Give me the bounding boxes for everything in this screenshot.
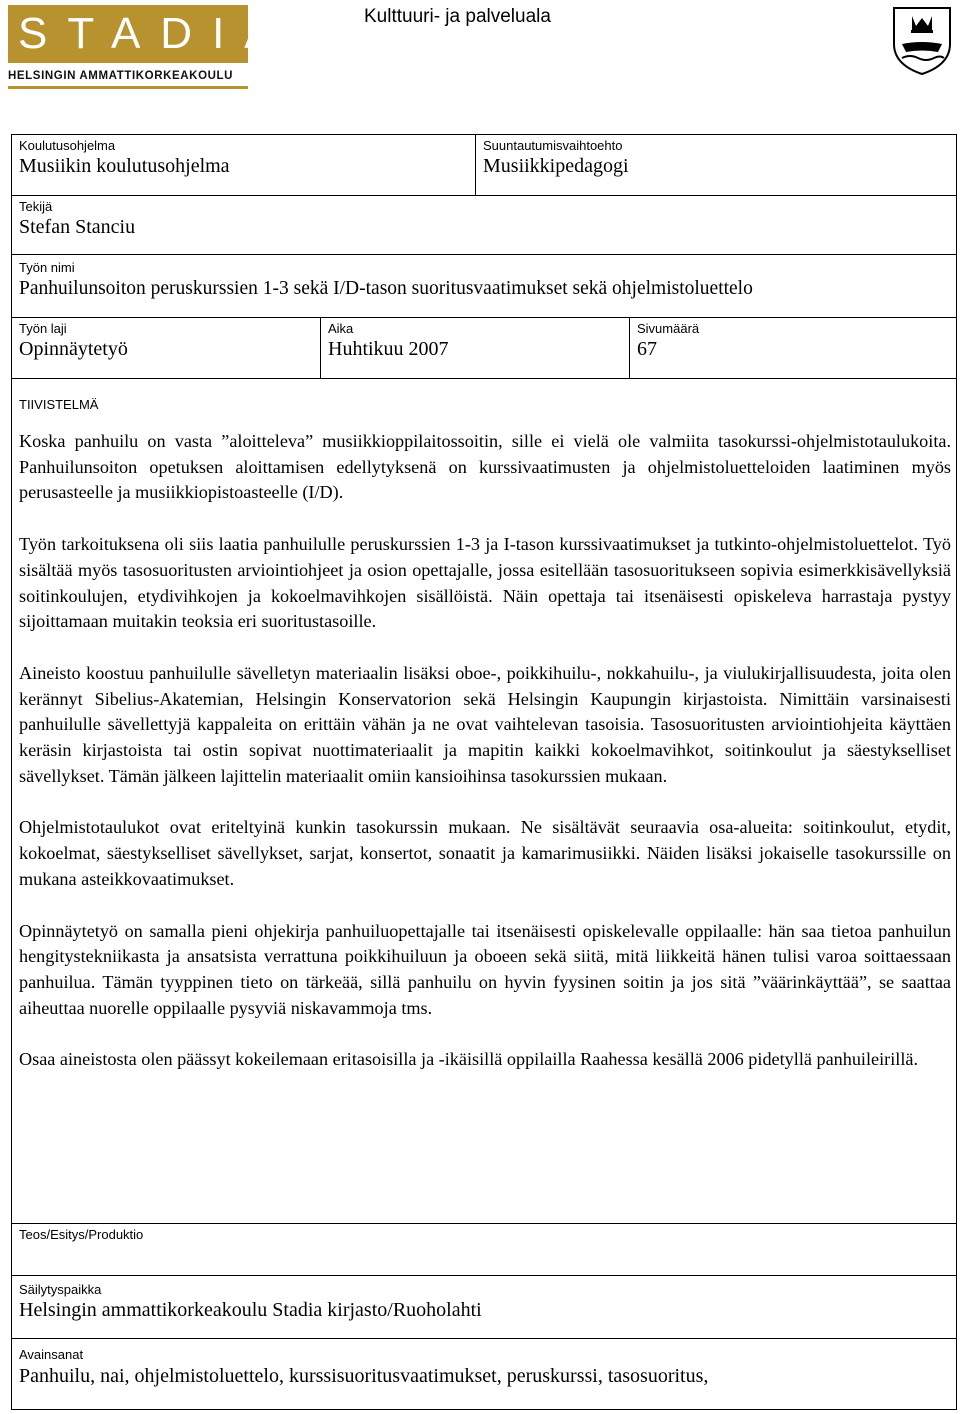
- orientation-cell: [475, 135, 956, 195]
- keywords-label: Avainsanat: [19, 1347, 84, 1362]
- abstract-body: [19, 429, 951, 1099]
- author-label: Tekijä: [19, 199, 53, 214]
- programme-cell: [12, 135, 475, 195]
- date-label: Aika: [328, 321, 354, 336]
- location-row: [12, 1276, 956, 1339]
- title-value: Panhuilunsoiton peruskurssien 1-3 sekä I/D-tason suoritusvaatimukset sekä ohjelmistoluettelo: [19, 278, 753, 299]
- thesis-abstract-form: [11, 134, 957, 1410]
- pages-cell: [629, 318, 956, 378]
- abstract-paragraph: Koska panhuilu on vasta ”aloitteleva” musiikkioppilaitossoitin, sille ei vielä ole valmiita tasokurssi-ohjelmistotaulukoita. Panhuilunsoiton opetuksen aloittamisen edellytyksenä on kurssivaatimusten ja ohjelmistoluetteloiden laatiminen myös perusasteelle ja musiikkiopistoasteelle (I/D).: [19, 431, 951, 503]
- abstract-label: TIIVISTELMÄ: [19, 397, 99, 412]
- keywords-value: Panhuilu, nai, ohjelmistoluettelo, kurssisuoritusvaatimukset, peruskurssi, tasosuoritus,: [19, 1365, 709, 1387]
- helsinki-crest-icon: [890, 4, 954, 76]
- work-type-cell: [12, 318, 320, 378]
- abstract-paragraph: Osaa aineistosta olen päässyt kokeilemaan eritasoisilla ja -ikäisillä oppilailla Raahessa kesällä 2006 pidetyllä panhuileirillä.: [19, 1049, 919, 1070]
- keywords-row: [12, 1339, 956, 1409]
- abstract-paragraph: Aineisto koostuu panhuilulle sävelletyn materiaalin lisäksi oboe-, poikkihuilu-, nokkahuilu-, ja viulukirjallisuudesta, joita olen kerännyt Sibelius-Akatemian, Helsingin Konservatorion sekä Helsingin Kaupungin kirjastoista. Nimittäin varsinaisesti panhuilulle sävellettyjä kappaleita on erittäin vähän ja ne ovat vaihtelevan tasoisia. Tasosuoritusten arviointiohjeita käyttäen keräsin kirjastoista tai ostin sopivat nuottimateriaalit ja mapitin kaikki kokoelmavihkot, soitinkoulut ja säestykselliset sävellykset. Tämän jälkeen lajittelin materiaalit omiin kansioihinsa tasokurssien mukaan.: [19, 662, 951, 786]
- programme-row: [12, 135, 956, 196]
- abstract-paragraph: Ohjelmistotaulukot ovat eriteltyinä kunkin tasokurssin mukaan. Ne sisältävät seuraavia osa-alueita: soitinkoulut, etydit, kokoelmat, säestykselliset sävellykset, sarjat, konsertot, sonaatit ja kamarimusiikki. Näiden lisäksi jokaiselle tasokurssille on mukana asteikkovaatimukset.: [19, 817, 951, 889]
- abstract-paragraph: Työn tarkoituksena oli siis laatia panhuilulle peruskurssien 1-3 ja I-tason kurssivaatimukset ja tutkinto-ohjelmistoluettelot. Työ sisältää myös tasosuoritusten arviointiohjeet ja osion opettajalle, jossa esitellään tasosuoritukseen sopivia esimerkkisävellyksiä soitinkoulujen, etydivihkojen ja kokoelmavihkojen sisällöistä. Näin opettaja tai itsenäisesti opiskeleva harrastaja pystyy sijoittamaan muitakin teoksia eri suoritustasoille.: [19, 534, 951, 632]
- department-title: Kulttuuri- ja palveluala: [364, 6, 551, 27]
- programme-label: Koulutusohjelma: [19, 138, 116, 153]
- logo-wordmark: STADIA: [18, 9, 294, 58]
- location-label: Säilytyspaikka: [19, 1282, 102, 1297]
- work-type-label: Työn laji: [19, 321, 67, 336]
- work-type-value: Opinnäytetyö: [19, 338, 128, 360]
- title-row: [12, 255, 956, 318]
- abstract-paragraph: Opinnäytetyö on samalla pieni ohjekirja panhuiluopettajalle tai itsenäisesti opiskelevalle oppilaalle: hän saa tietoa panhuilun hengitystekniikasta ja ansatsista verrattuna poikkihuiluun ja oboeen sekä siitä, mitä liikkeitä hänen tulisi varoa soittaessaan panhuilua. Tämän tyyppinen tieto on tärkeää, sillä panhuilu on hyvin fyysinen soitin ja jos sitä ”väärinkäyttää”, se saattaa aiheuttaa nuorelle oppilaalle pysyviä niskavammoja tms.: [19, 920, 951, 1018]
- logo-subtitle: HELSINGIN AMMATTIKORKEAKOULU: [8, 70, 234, 82]
- orientation-value: Musiikkipedagogi: [483, 155, 629, 177]
- date-value: Huhtikuu 2007: [328, 338, 449, 360]
- pages-value: 67: [637, 338, 657, 360]
- pages-label: Sivumäärä: [637, 321, 700, 336]
- author-value: Stefan Stanciu: [19, 216, 136, 238]
- author-row: [12, 196, 956, 255]
- programme-value: Musiikin koulutusohjelma: [19, 155, 230, 177]
- production-label: Teos/Esitys/Produktio: [19, 1227, 144, 1242]
- production-row: [12, 1223, 956, 1276]
- title-label: Työn nimi: [19, 260, 75, 275]
- stadia-logo: [8, 5, 294, 63]
- orientation-label: Suuntautumisvaihtoehto: [483, 138, 623, 153]
- logo-underline: [8, 86, 248, 89]
- location-value: Helsingin ammattikorkeakoulu Stadia kirjasto/Ruoholahti: [19, 1299, 482, 1321]
- date-cell: [320, 318, 629, 378]
- details-row: [12, 318, 956, 379]
